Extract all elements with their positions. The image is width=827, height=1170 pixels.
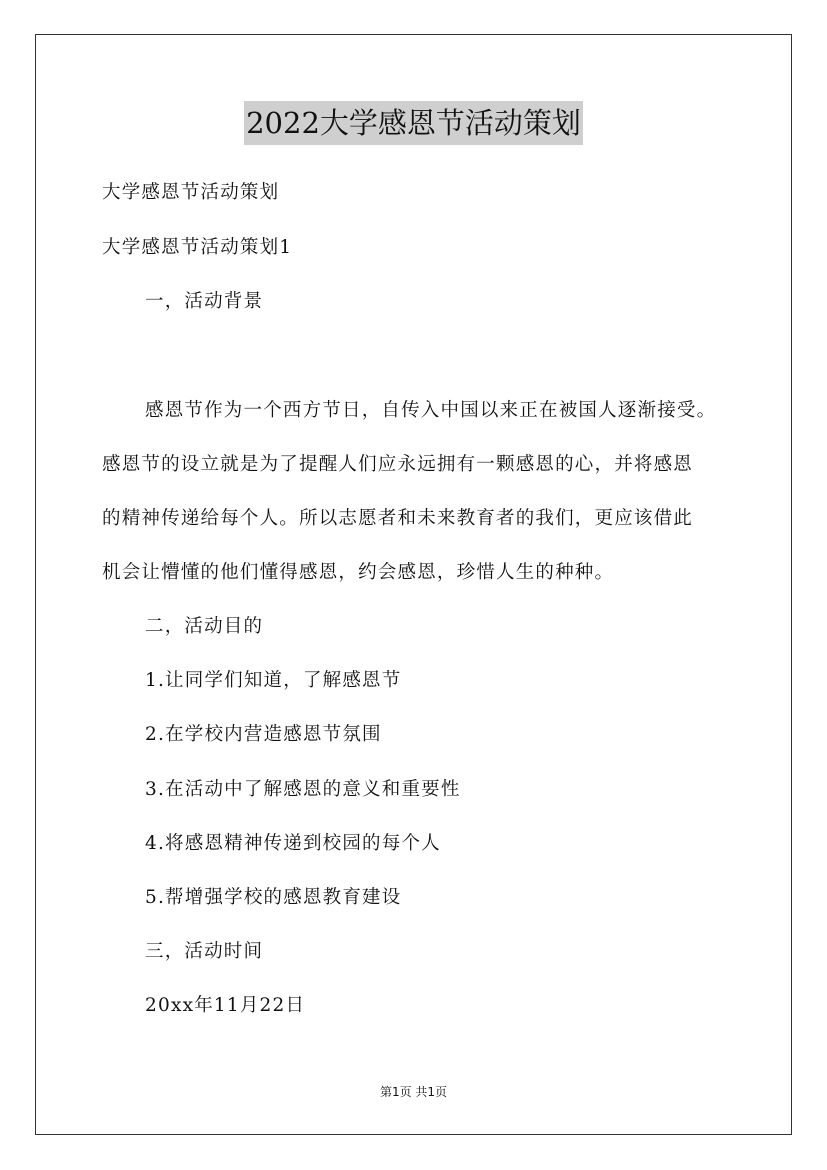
section-heading-background: 一，活动背景 [145,291,264,312]
subheading-line: 大学感恩节活动策划1 [102,237,293,258]
paragraph-line: 感恩节的设立就是为了提醒人们应永远拥有一颗感恩的心，并将感恩 [102,454,694,475]
heading-line: 大学感恩节活动策划 [102,182,280,203]
section-heading-time: 三，活动时间 [145,941,264,962]
list-item: 4.将感恩精神传递到校园的每个人 [145,833,441,854]
document-title: 2022大学感恩节活动策划 [244,101,583,145]
list-item: 2.在学校内营造感恩节氛围 [145,724,382,745]
list-item: 1.让同学们知道，了解感恩节 [145,670,402,691]
paragraph-line: 机会让懵懂的他们懂得感恩，约会感恩，珍惜人生的种种。 [102,562,615,583]
paragraph-line: 的精神传递给每个人。所以志愿者和未来教育者的我们，更应该借此 [102,508,694,529]
title-container [0,101,827,145]
date-line: 20xx年11月22日 [145,995,306,1016]
page-number-footer: 第1页 共1页 [379,1085,448,1099]
section-heading-purpose: 二，活动目的 [145,616,264,637]
list-item: 5.帮增强学校的感恩教育建设 [145,887,402,908]
list-item: 3.在活动中了解感恩的意义和重要性 [145,779,461,800]
paragraph-line: 感恩节作为一个西方节日，自传入中国以来正在被国人逐渐接受。 [145,400,717,421]
